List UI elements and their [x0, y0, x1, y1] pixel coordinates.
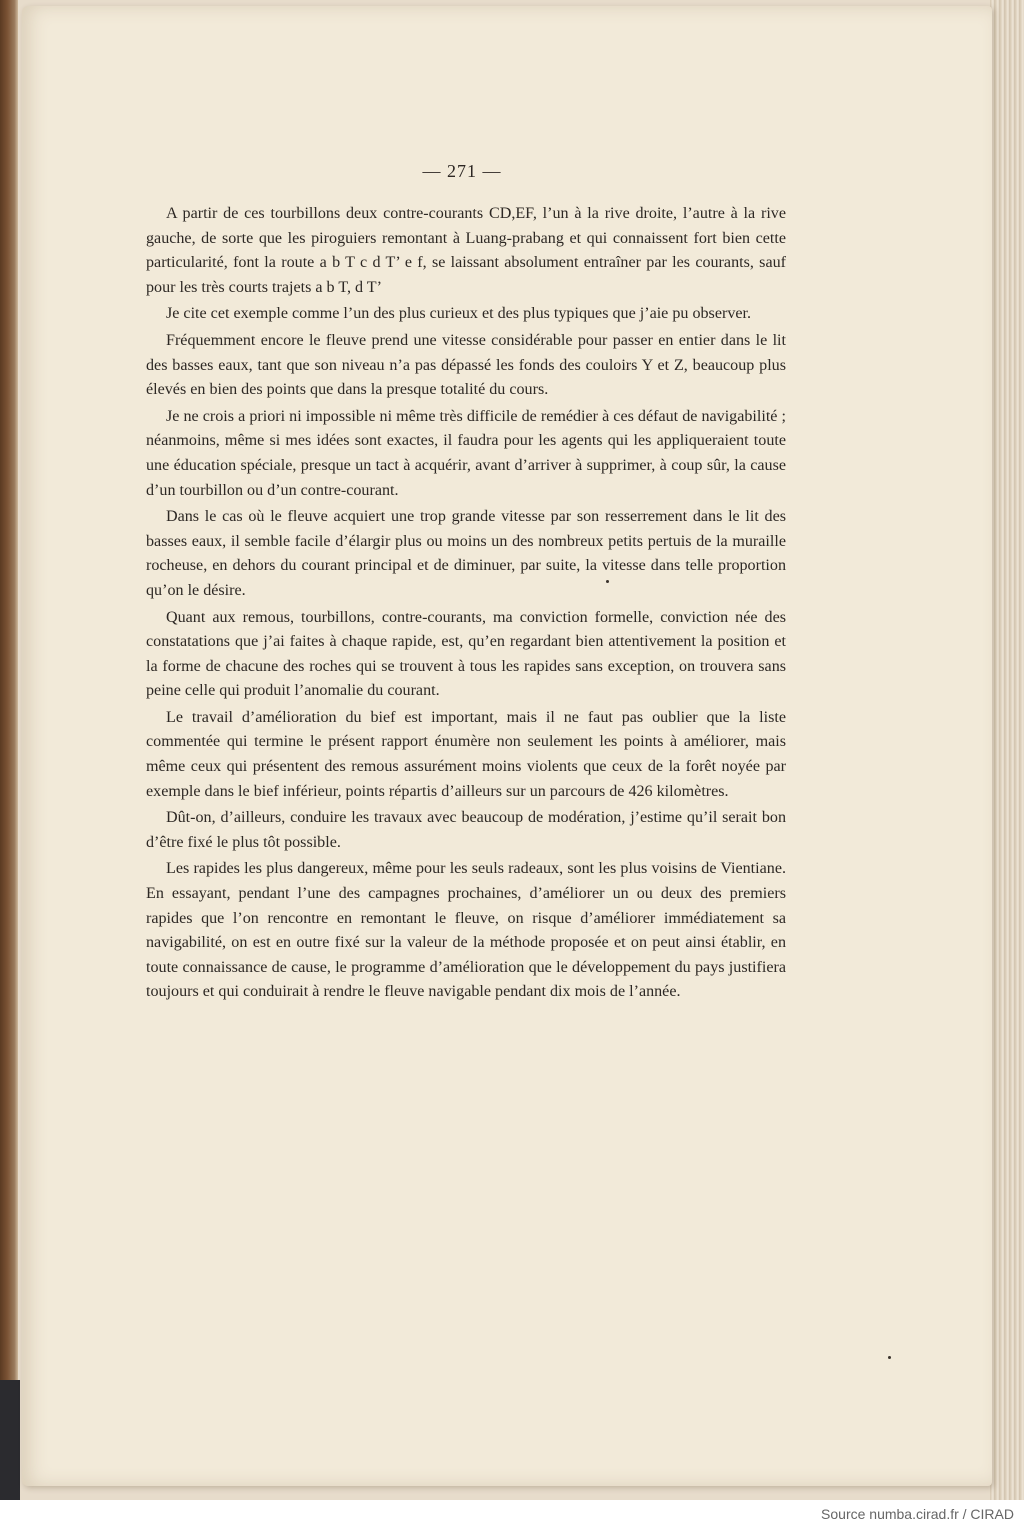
paragraph-6: Quant aux remous, tourbillons, contre-courants, ma conviction formelle, conviction née des constatations que j’ai faites à chaque rapide, est, qu’en regardant bien attentivement la position et la forme de chacune des roches qui se trouvent à tous les rapides sans exception, on trouvera sans peine celle qui produit l’anomalie du courant.	[146, 608, 786, 700]
paragraph-1: A partir de ces tourbillons deux contre-courants CD,EF, l’un à la rive droite, l’autre à la rive gauche, de sorte que les piroguiers remontant à Luang-prabang et qui connaissent fort bien cette particularité, font la route a b T c d T’ e f, se laissant absolument entraîner par les courants, sauf pour les très courts trajets a b T, d T’	[146, 205, 786, 296]
page-number: — 271 —	[422, 161, 502, 181]
body-text	[146, 202, 786, 1007]
ink-speck	[606, 580, 609, 583]
paragraph-5: Dans le cas où le fleuve acquiert une trop grande vitesse par son resserrement dans le lit des basses eaux, il semble facile d’élargir plus ou moins un des nombreux petits pertuis de la muraille rocheuse, en dehors du courant principal et de diminuer, par suite, la vitesse dans telle proportion qu’on le désire.	[146, 508, 786, 599]
paragraph-2: Je cite cet exemple comme l’un des plus curieux et des plus typiques que j’aie pu observer.	[166, 305, 752, 323]
paragraph-7: Le travail d’amélioration du bief est important, mais il ne faut pas oublier que la liste commentée qui termine le présent rapport énumère non seulement les points à améliorer, mais même ceux qui présentent des remous assurément moins violents que ceux de la forêt noyée par exemple dans le bief inférieur, points répartis d’ailleurs sur un parcours de 426 kilomètres.	[146, 708, 786, 800]
page-edges	[990, 0, 1024, 1500]
book-page	[22, 6, 992, 1486]
book-binding	[0, 0, 18, 1500]
ink-speck	[888, 1356, 891, 1359]
paragraph-3: Fréquemment encore le fleuve prend une vitesse considérable pour passer en entier dans le lit des basses eaux, tant que son niveau n’a pas dépassé les fonds des couloirs Y et Z, beaucoup plus élevés en bien des points que dans la presque totalité du cours.	[146, 331, 786, 399]
paragraph-4: Je ne crois a priori ni impossible ni même très difficile de remédier à ces défaut de navigabilité ; néanmoins, même si mes idées sont exactes, il faudra pour les agents qui les appliqueraient toute une éducation spéciale, presque un tact à acquérir, avant d’arriver à supprimer, à coup sûr, la cause d’un tourbillon ou d’un contre-courant.	[146, 407, 786, 499]
paragraph-8: Dût-on, d’ailleurs, conduire les travaux avec beaucoup de modération, j’estime qu’il serait bon d’être fixé le plus tôt possible.	[146, 809, 786, 851]
source-attribution: Source numba.cirad.fr / CIRAD	[821, 1506, 1014, 1522]
paragraph-9: Les rapides les plus dangereux, même pour les seuls radeaux, sont les plus voisins de Vientiane. En essayant, pendant l’une des campagnes prochaines, d’améliorer un ou deux des premiers rapides que l’on rencontre en remontant le fleuve, on risque d’améliorer immédiatement sa navigabilité, on est en outre fixé sur la valeur de la méthode proposée et on peut ainsi établir, en toute connaissance de cause, le programme d’amélioration que le développement du pays justifiera toujours et qui conduirait à rendre le fleuve navigable pendant dix mois de l’année.	[146, 860, 786, 1001]
binding-ribbon	[0, 1380, 20, 1500]
